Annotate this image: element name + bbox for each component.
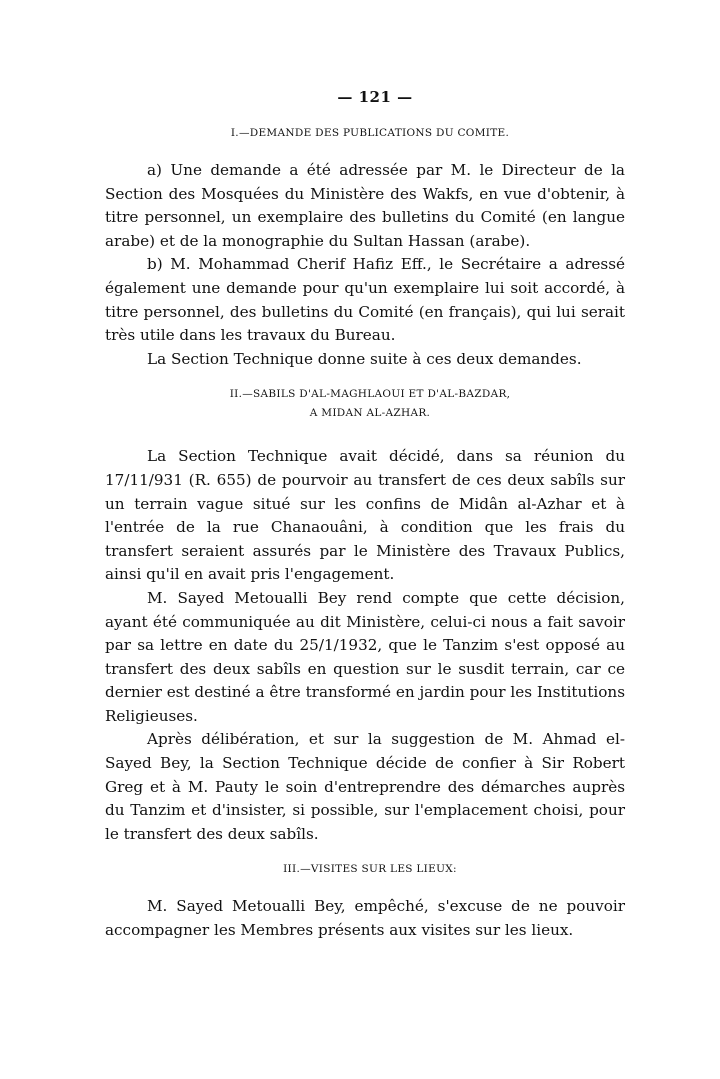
section-heading-2 [115, 385, 625, 423]
section-heading-3: III.—VISITES SUR LES LIEUX: [283, 863, 457, 876]
paragraph-1a: a) Une demande a été adressée par M. le Directeur de la Section des Mosquées du Ministère des Wakfs, en vue d'obtenir, à titre personnel, un exemplaire des bulletins du Comité (en langue arabe) et de la monographie du Sultan Hassan (arabe). [105, 161, 625, 250]
paragraph-2-2: M. Sayed Metoualli Bey rend compte que cette décision, ayant été communiquée au dit Ministère, celui-ci nous a fait savoir par sa lettre en date du 25/1/1932, que le Tanzim s'est opposé au transfert des deux sabîls en question sur le susdit terrain, car ce dernier est destiné a être transformé en jardin pour les Institutions Religieuses. [105, 588, 625, 725]
paragraph-1b: b) M. Mohammad Cherif Hafiz Eff., le Secrétaire a adressé également une demande pour qu'un exemplaire lui soit accordé, à titre personnel, des bulletins du Comité (en français), qui lui serait très utile dans les travaux du Bureau. [105, 255, 625, 345]
paragraph-2-1: La Section Technique avait décidé, dans sa réunion du 17/11/931 (R. 655) de pourvoir au transfert de ces deux sabîls sur un terrain vague situé sur les confins de Midân al-Azhar et à l'entrée de la rue Chanaouâni, à condition que les frais du transfert seraient assurés par le Ministère des Travaux Publics, ainsi qu'il en avait pris l'engagement. [105, 447, 625, 584]
paragraph-2-3: Après délibération, et sur la suggestion de M. Ahmad el-Sayed Bey, la Section Technique décide de confier à Sir Robert Greg et à M. Pauty le soin d'entreprendre des démarches auprès du Tanzim et d'insister, si possible, sur l'emplacement choisi, pour le transfert des deux sabîls. [105, 730, 625, 843]
page-number: — 121 — [337, 88, 413, 106]
paragraph-1c: La Section Technique donne suite à ces deux demandes. [147, 349, 582, 368]
section-heading-2-line-2: A MIDAN AL-AZHAR. [309, 407, 431, 420]
section-heading-1: I.—DEMANDE DES PUBLICATIONS DU COMITE. [230, 127, 510, 139]
paragraph-3-1: M. Sayed Metoualli Bey, empêché, s'excuse de ne pouvoir accompagner les Membres présents aux visites sur les lieux. [105, 897, 625, 940]
section-heading-2-line-1: II.—SABILS D'AL-MAGHLAOUI ET D'AL-BAZDAR, [229, 388, 511, 401]
document-page [105, 88, 625, 943]
